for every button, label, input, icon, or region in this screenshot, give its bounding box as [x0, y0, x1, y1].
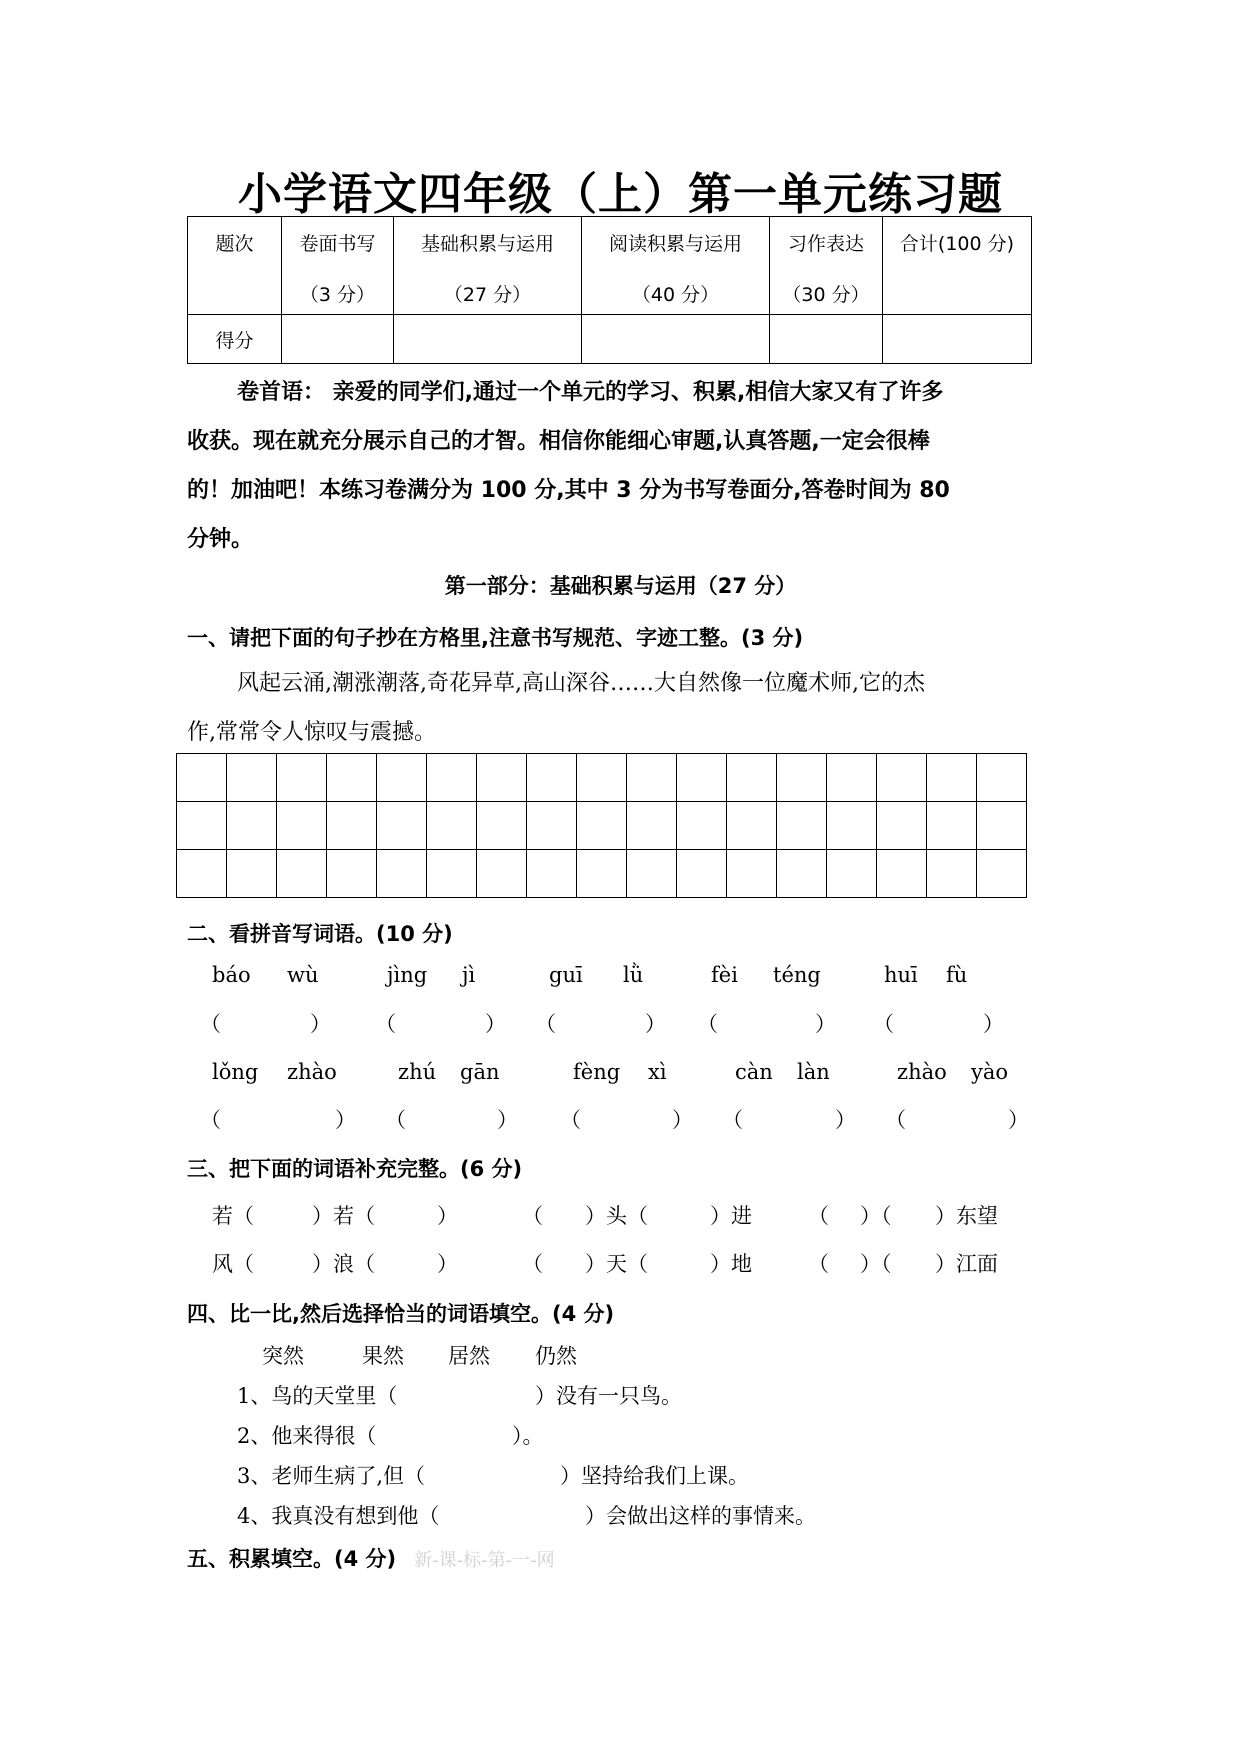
- writing-grid[interactable]: [176, 753, 1027, 898]
- header-cell-reading: 阅读积累与运用 （40 分）: [582, 217, 770, 315]
- grid-cell[interactable]: [927, 754, 977, 802]
- grid-cell[interactable]: [977, 754, 1027, 802]
- grid-cell[interactable]: [927, 850, 977, 898]
- grid-cell[interactable]: [227, 850, 277, 898]
- q5-title: 五、积累填空。(4 分) 新-课-标-第-一-网: [187, 1547, 555, 1571]
- watermark: 新-课-标-第-一-网: [414, 1550, 555, 1571]
- grid-cell[interactable]: [477, 754, 527, 802]
- pinyin: guī: [549, 963, 583, 987]
- pinyin: báo: [212, 963, 251, 987]
- grid-cell[interactable]: [977, 850, 1027, 898]
- grid-cell[interactable]: [727, 802, 777, 850]
- grid-cell[interactable]: [827, 802, 877, 850]
- grid-cell[interactable]: [277, 754, 327, 802]
- score-table-header-row: [188, 217, 1032, 315]
- pinyin: gān: [460, 1060, 500, 1084]
- grid-cell[interactable]: [377, 802, 427, 850]
- grid-cell[interactable]: [627, 850, 677, 898]
- pinyin: lǜ: [623, 963, 644, 987]
- grid-cell[interactable]: [227, 754, 277, 802]
- grid-cell[interactable]: [977, 802, 1027, 850]
- pinyin: càn: [735, 1060, 773, 1084]
- score-cell: [883, 315, 1032, 364]
- score-cell: [282, 315, 394, 364]
- grid-cell[interactable]: [477, 802, 527, 850]
- header-cell-question: 题次: [188, 217, 282, 315]
- pinyin: lǒng: [212, 1060, 259, 1084]
- grid-cell[interactable]: [877, 802, 927, 850]
- pinyin: zhào: [287, 1060, 337, 1084]
- grid-cell[interactable]: [577, 802, 627, 850]
- grid-cell[interactable]: [427, 754, 477, 802]
- q4-title: 四、比一比,然后选择恰当的词语填空。(4 分): [187, 1302, 615, 1326]
- grid-row: [177, 850, 1027, 898]
- grid-cell[interactable]: [327, 754, 377, 802]
- pinyin: jì: [462, 963, 476, 987]
- option-word: 果然: [362, 1344, 404, 1368]
- grid-cell[interactable]: [677, 754, 727, 802]
- grid-cell[interactable]: [327, 802, 377, 850]
- pinyin: jìng: [387, 963, 428, 987]
- grid-cell[interactable]: [627, 754, 677, 802]
- grid-cell[interactable]: [577, 850, 627, 898]
- grid-cell[interactable]: [827, 754, 877, 802]
- grid-cell[interactable]: [277, 850, 327, 898]
- grid-cell[interactable]: [577, 754, 627, 802]
- score-table: [187, 216, 1032, 364]
- score-cell: [770, 315, 883, 364]
- pinyin: wù: [287, 963, 319, 987]
- option-word: 仍然: [535, 1344, 577, 1368]
- score-cell: [394, 315, 582, 364]
- intro-paragraph: 卷首语： 亲爱的同学们,通过一个单元的学习、积累,相信大家又有了许多 收获。现在就充分展示自己的才智。相信你能细心审题,认真答题,一定会很棒 的！加油吧！本练习卷满分为 100 分,其中 3 分为书写卷面分,答卷时间为 80 分钟。: [187, 380, 950, 552]
- header-cell-total: 合计(100 分): [883, 217, 1032, 315]
- page-title: 小学语文四年级（上）第一单元练习题: [238, 169, 1003, 220]
- grid-cell[interactable]: [677, 802, 727, 850]
- pinyin: zhú: [398, 1060, 437, 1084]
- pinyin: zhào: [897, 1060, 947, 1084]
- header-cell-handwriting: 卷面书写 （3 分）: [282, 217, 394, 315]
- grid-cell[interactable]: [277, 802, 327, 850]
- grid-row: [177, 754, 1027, 802]
- option-word: 居然: [448, 1344, 490, 1368]
- pinyin: xì: [648, 1060, 667, 1084]
- grid-cell[interactable]: [727, 754, 777, 802]
- grid-cell[interactable]: [377, 850, 427, 898]
- pinyin: fù: [946, 963, 968, 987]
- grid-cell[interactable]: [477, 850, 527, 898]
- part1-title: 第一部分：基础积累与运用（27 分）: [444, 574, 797, 598]
- grid-cell[interactable]: [177, 754, 227, 802]
- q1-text-line1: 风起云涌,潮涨潮落,奇花异草,高山深谷……大自然像一位魔术师,它的杰: [237, 671, 925, 696]
- pinyin: fèi: [711, 963, 738, 987]
- pinyin: fèng: [573, 1060, 621, 1084]
- grid-cell[interactable]: [877, 754, 927, 802]
- q2-title: 二、看拼音写词语。(10 分): [187, 922, 453, 946]
- grid-cell[interactable]: [677, 850, 727, 898]
- grid-cell[interactable]: [227, 802, 277, 850]
- grid-cell[interactable]: [177, 850, 227, 898]
- grid-cell[interactable]: [827, 850, 877, 898]
- q3-title: 三、把下面的词语补充完整。(6 分): [187, 1157, 523, 1181]
- grid-cell[interactable]: [527, 850, 577, 898]
- grid-cell[interactable]: [777, 802, 827, 850]
- grid-cell[interactable]: [327, 850, 377, 898]
- option-word: 突然: [262, 1344, 304, 1368]
- grid-cell[interactable]: [727, 850, 777, 898]
- pinyin: téng: [773, 963, 821, 987]
- grid-cell[interactable]: [777, 850, 827, 898]
- score-cell: [582, 315, 770, 364]
- grid-cell[interactable]: [427, 850, 477, 898]
- header-cell-writing: 习作表达 （30 分）: [770, 217, 883, 315]
- header-cell-basics: 基础积累与运用 （27 分）: [394, 217, 582, 315]
- q1-title: 一、请把下面的句子抄在方格里,注意书写规范、字迹工整。(3 分): [187, 626, 804, 650]
- grid-cell[interactable]: [427, 802, 477, 850]
- pinyin: yào: [971, 1060, 1009, 1084]
- q1-text-line2: 作,常常令人惊叹与震撼。: [187, 720, 436, 745]
- grid-cell[interactable]: [377, 754, 427, 802]
- grid-cell[interactable]: [527, 754, 577, 802]
- grid-cell[interactable]: [777, 754, 827, 802]
- grid-cell[interactable]: [527, 802, 577, 850]
- pinyin: huī: [884, 963, 918, 987]
- grid-row: [177, 802, 1027, 850]
- grid-cell[interactable]: [927, 802, 977, 850]
- pinyin: làn: [797, 1060, 830, 1084]
- grid-cell[interactable]: [627, 802, 677, 850]
- score-label: 得分: [188, 315, 282, 364]
- grid-cell[interactable]: [877, 850, 927, 898]
- grid-cell[interactable]: [177, 802, 227, 850]
- score-row: [188, 315, 1032, 364]
